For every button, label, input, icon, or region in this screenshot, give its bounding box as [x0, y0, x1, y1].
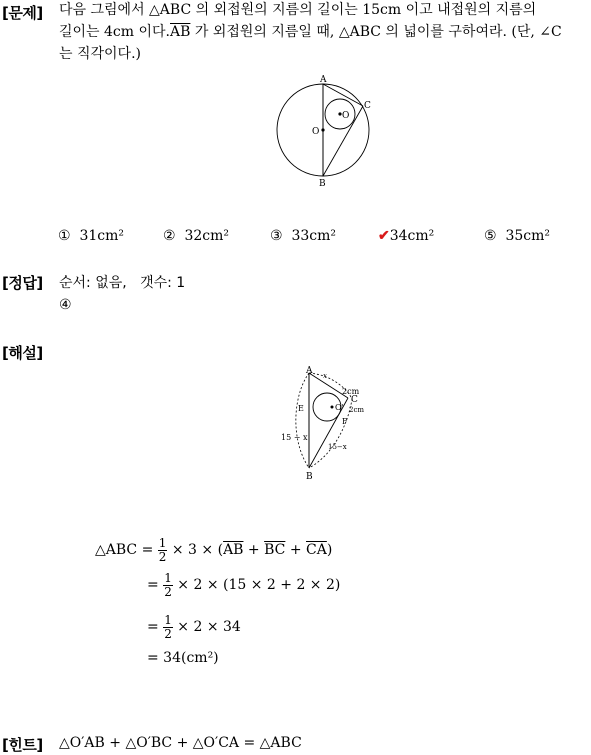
label-15-minus-x-left: 15 − x [281, 433, 308, 442]
label-b: B [306, 472, 313, 482]
label-2cm-upper: 2cm [342, 387, 360, 396]
problem-line-3: 는 직각이다.) [59, 46, 141, 62]
label-o: O [312, 127, 320, 137]
label-15-minus-x-right: 15−x [328, 443, 347, 451]
center-o-prime-dot [331, 406, 334, 409]
choice-3[interactable]: ③ 33cm² [270, 228, 337, 244]
check-mark-icon: ✔ [378, 228, 390, 244]
segment-bc: $\overline{BC}$ [264, 542, 286, 558]
answer-meta: 순서: 없음, 갯수: 1 [59, 275, 186, 291]
problem-line-1: 다음 그림에서 △ABC 의 외접원의 지름의 길이는 15cm 이고 내접원의 지름의 [59, 2, 537, 18]
label-o-prime: O' [335, 403, 344, 412]
fraction-half: $\frac{1}{2}$ [164, 570, 172, 599]
answer-tag: [정답] [2, 274, 43, 292]
hint-text: △O′AB + △O′BC + △O′CA = △ABC [59, 735, 302, 751]
label-f: F [342, 417, 348, 426]
problem-figure [270, 72, 380, 190]
label-a: A [306, 366, 313, 376]
problem-text [59, 0, 589, 65]
choice-5[interactable]: ⑤ 35cm² [484, 228, 551, 244]
fraction-half: $\frac{1}{2}$ [164, 612, 172, 641]
label-x-top: x [323, 372, 327, 380]
label-2cm-lower: 2cm [349, 406, 365, 414]
label-b: B [319, 179, 326, 189]
hint-tag: [힌트] [2, 736, 43, 754]
choice-1[interactable]: ① 31cm² [58, 228, 125, 244]
explanation-tag: [해설] [2, 344, 43, 362]
explanation-figure [278, 365, 378, 483]
equation-line-3: = $\frac{1}{2}$ × 2 × 34 [147, 612, 241, 641]
equation-line-4: = 34(cm²) [147, 650, 219, 666]
answer-value: ④ [59, 297, 72, 313]
problem-line-2: 길이는 4cm 이다$.\overline{AB}$ 가 외접원의 지름일 때, △ABC 의 넓이를 구하여라. (단, ∠C [59, 24, 562, 40]
choice-2[interactable]: ② 32cm² [163, 228, 230, 244]
fraction-half: $\frac{1}{2}$ [158, 535, 167, 564]
segment-ab: $\overline{AB}$ [223, 542, 244, 558]
label-e: E [298, 404, 304, 413]
label-c: C [364, 101, 371, 111]
center-o-dot [321, 128, 324, 131]
equation-line-2: = $\frac{1}{2}$ × 2 × (15 × 2 + 2 × 2) [147, 570, 341, 599]
circumcircle-arc [296, 373, 309, 468]
choice-list [58, 228, 588, 250]
equation-line-1: △ABC = $\frac{1}{2}$ × 3 × ( $\overline{AB}$ + $\overline{BC}$ + $\overline{CA}$ ) [95, 535, 333, 564]
side-ac [323, 84, 363, 106]
segment-ca: $\overline{CA}$ [306, 542, 327, 558]
choice-4-selected[interactable]: ✔34cm² [378, 228, 435, 244]
label-o-prime: O [342, 111, 350, 121]
label-a: A [320, 75, 327, 85]
problem-tag: [문제] [2, 4, 43, 22]
segment-ab: $\overline{AB}$ [170, 24, 191, 40]
label-c: C [351, 395, 358, 405]
